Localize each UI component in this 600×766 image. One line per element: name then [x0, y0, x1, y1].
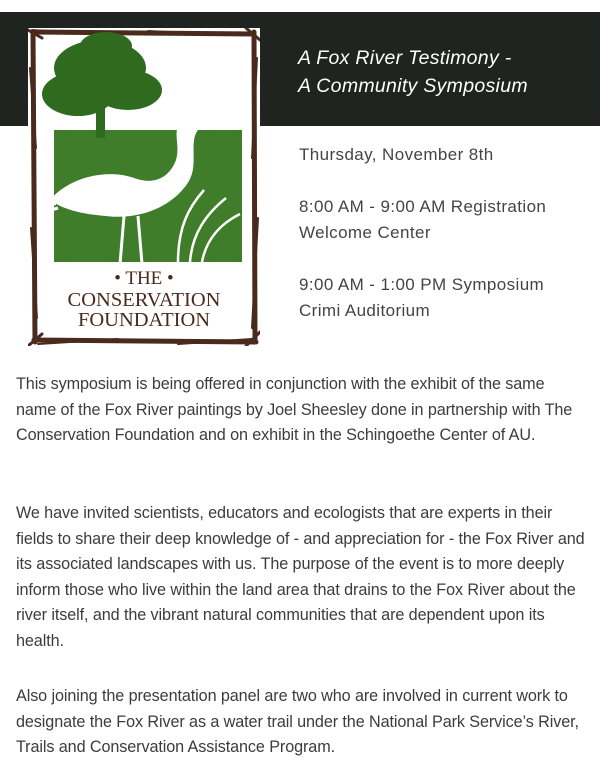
event-title [298, 44, 588, 100]
description-paragraph-3 [16, 684, 588, 761]
event-title-line-1: A Fox River Testimony - [298, 47, 512, 69]
conservation-foundation-logo [28, 28, 260, 346]
description-paragraph-1 [16, 372, 588, 449]
registration-time: 8:00 AM - 9:00 AM Registration [299, 197, 547, 216]
event-date: Thursday, November 8th [299, 145, 494, 164]
logo-text-line-2: CONSERVATION [67, 289, 221, 311]
description-text-2: We have invited scientists, educators and ecologists that are experts in their fields to share their deep knowledge of - and appreciation for - the Fox River and its associated landscapes with us. The purpose of the event is to more deeply inform those who live within the land area that drains to the Fox River about the river itself, and the vibrant natural communities that are dependent upon its health. [16, 504, 585, 650]
description-text-3: Also joining the presentation panel are two who are involved in current work to designate the Fox River as a water trail under the National Park Service’s River, Trails and Conservation Assistance Program. [16, 687, 579, 756]
symposium-location: Crimi Auditorium [299, 301, 431, 320]
logo-text-line-1: • THE • [114, 268, 174, 289]
logo-text-line-3: FOUNDATION [77, 309, 211, 331]
event-title-line-2: A Community Symposium [298, 75, 528, 97]
description-paragraph-2 [16, 501, 588, 654]
registration-location: Welcome Center [299, 223, 431, 242]
symposium-time: 9:00 AM - 1:00 PM Symposium [299, 275, 545, 294]
description-text-1: This symposium is being offered in conjunction with the exhibit of the same name of the Fox River paintings by Joel Sheesley done in partnership with The Conservation Foundation and on exhibit in the Schingoethe Center of AU. [16, 375, 573, 444]
